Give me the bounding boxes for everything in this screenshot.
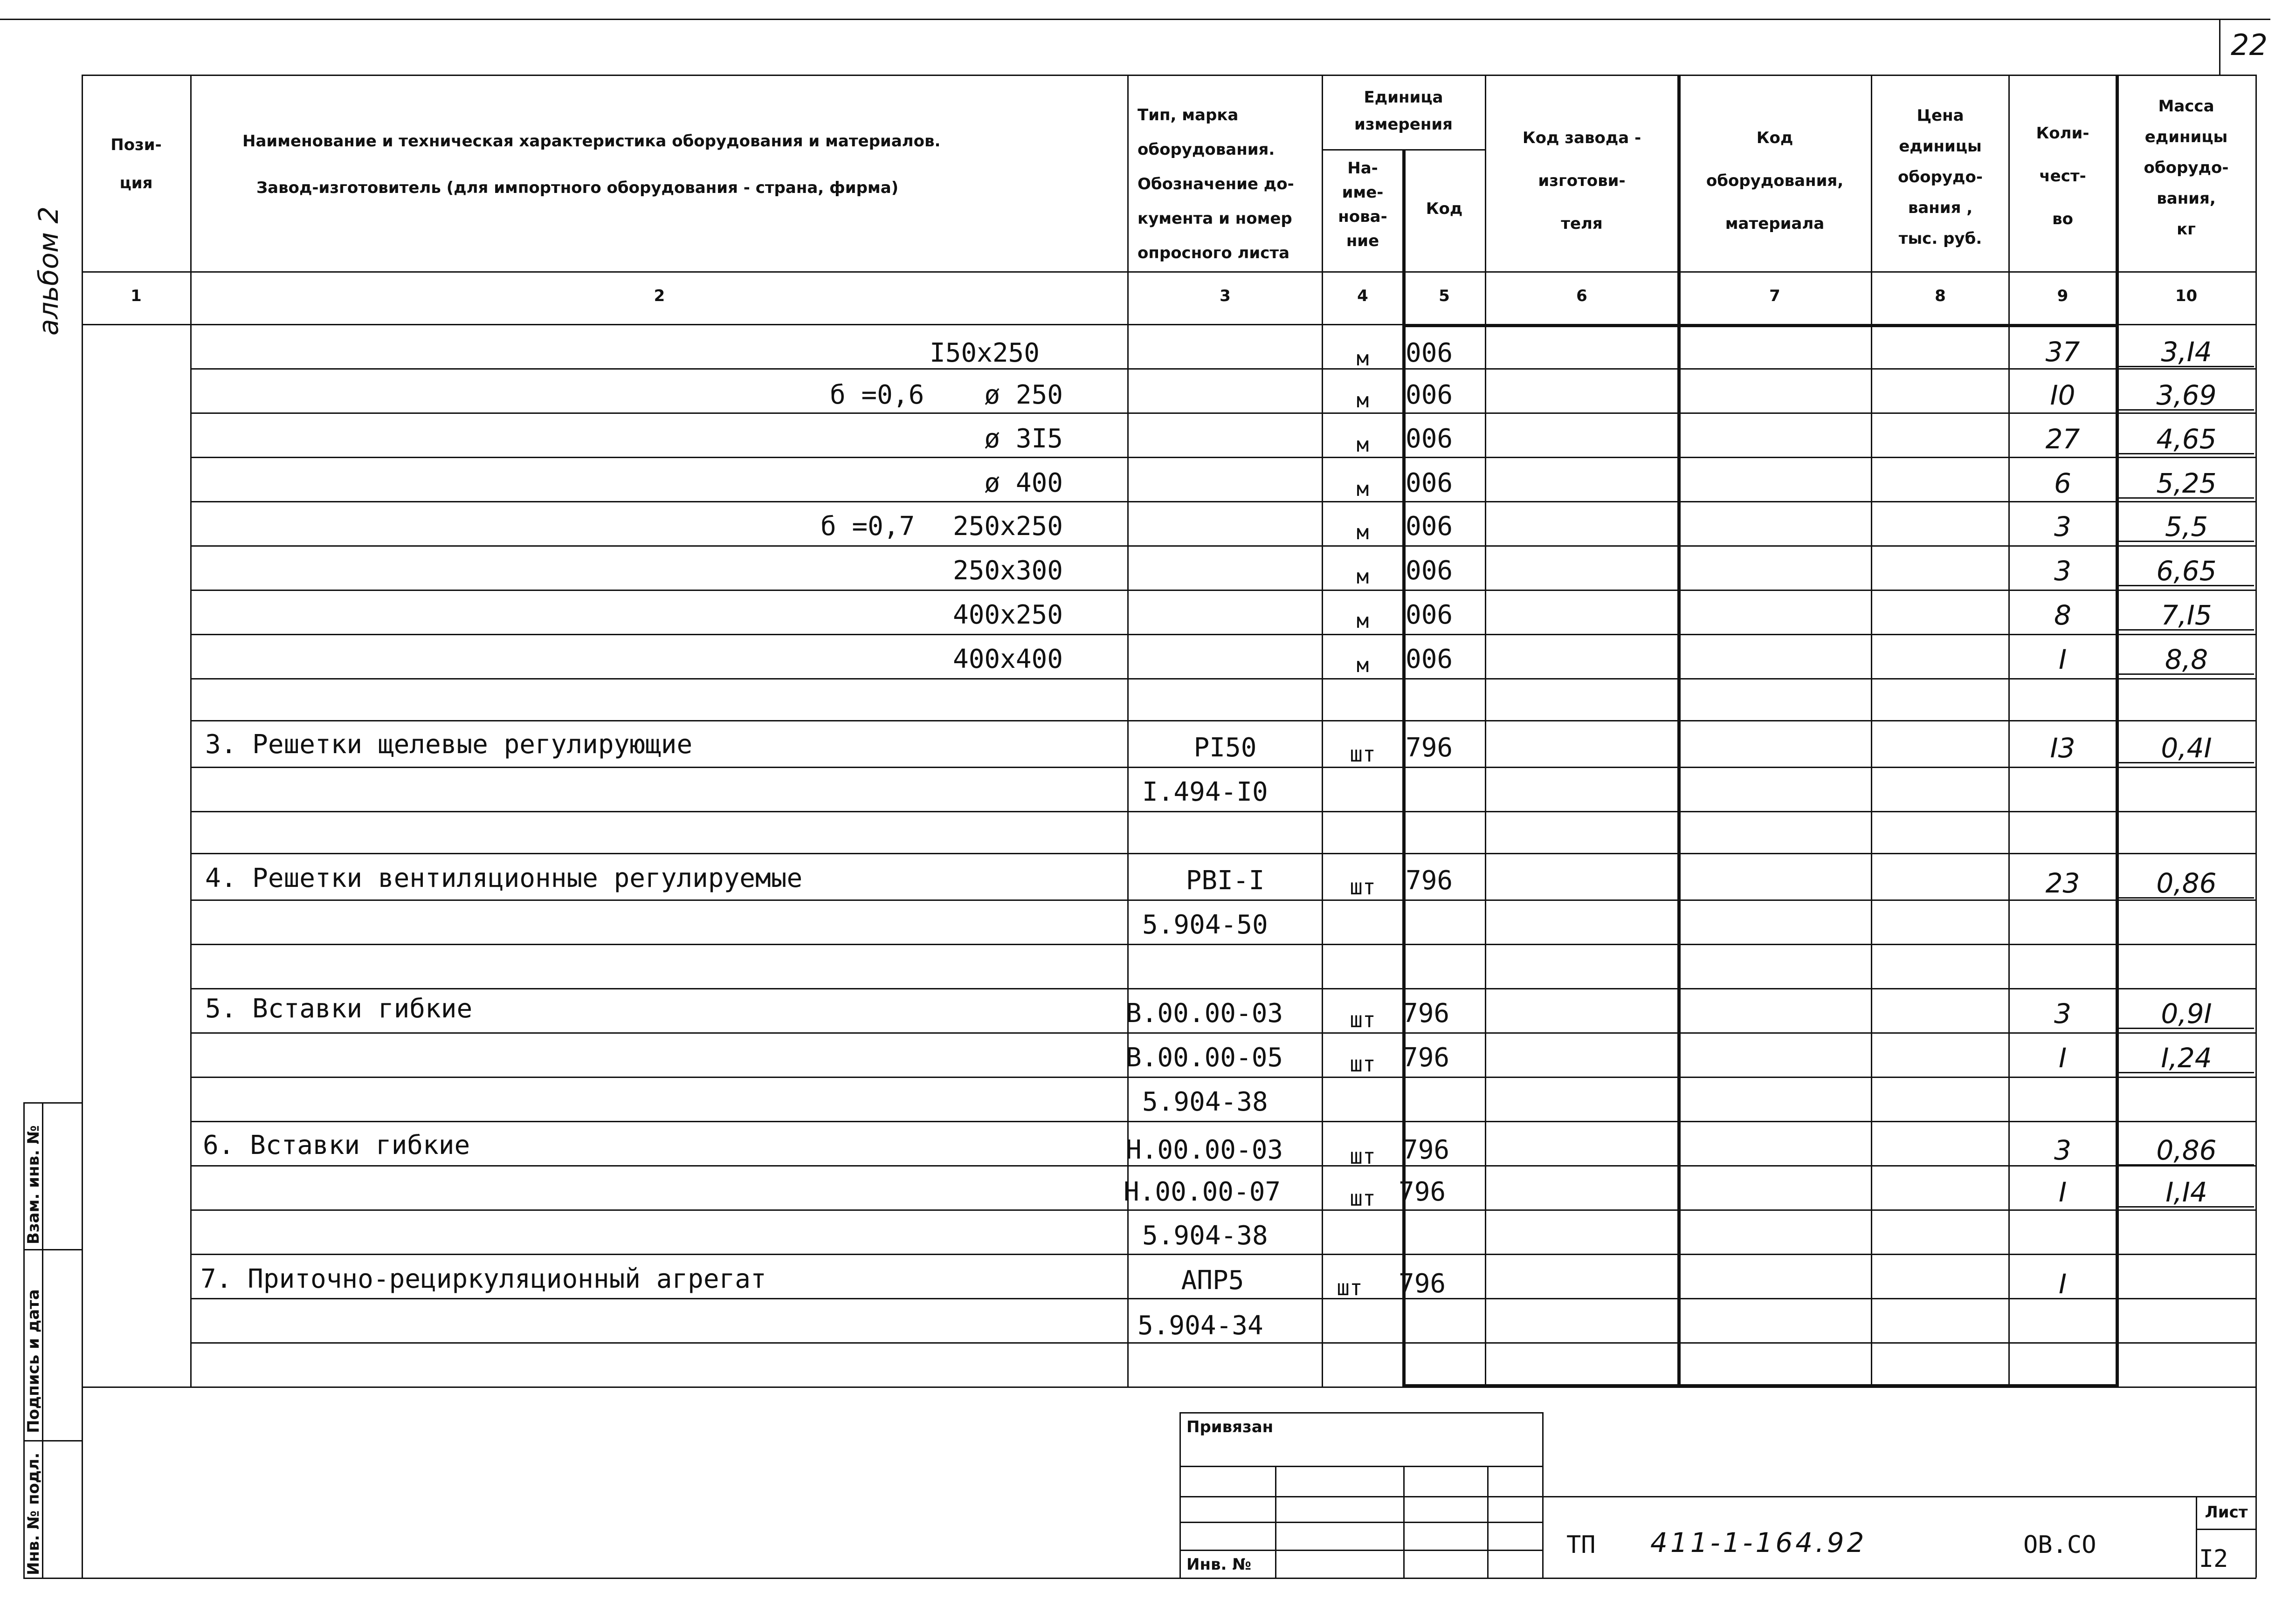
stamp-main-top (1542, 1496, 2255, 1497)
unit-group-line (1322, 149, 1485, 151)
row-6-code: 006 (1406, 600, 1453, 630)
row-1-unit: м (1356, 389, 1369, 412)
colnum-5: 5 (1439, 287, 1450, 305)
stamp-line (1179, 1522, 1543, 1523)
margin-line (23, 1249, 82, 1250)
row-3-unit: м (1356, 477, 1369, 501)
col-line-9 (2116, 75, 2119, 1386)
row-7-mass: 8,8 (2119, 645, 2254, 675)
row-16-code: 796 (1402, 1043, 1450, 1073)
row-6-name: 400x250 (952, 600, 1063, 630)
row-line (190, 590, 2255, 591)
row-line (190, 634, 2255, 635)
stamp-sheet-line (2196, 1529, 2255, 1530)
stamp-vline (1403, 1466, 1405, 1578)
row-21-qty: I (2058, 1268, 2067, 1300)
row-line (190, 457, 2255, 458)
row-19-code: 796 (1399, 1177, 1446, 1207)
row-line (190, 899, 2255, 901)
row-16-qty: I (2058, 1042, 2067, 1074)
bold-body-bottom (1402, 1384, 2116, 1387)
row-line (190, 1209, 2255, 1211)
col-line-6 (1677, 75, 1681, 1386)
row-15-qty: 3 (2054, 998, 2071, 1030)
row-5-unit: м (1356, 565, 1369, 589)
row-19-type: H.00.00-07 (1124, 1177, 1281, 1207)
side-note: альбом 2 (33, 206, 64, 336)
margin-line (23, 1440, 82, 1441)
header-quantity: Коли- чест- во (2036, 124, 2089, 228)
row-line (190, 678, 2255, 680)
row-2-mass: 4,65 (2119, 425, 2254, 454)
row-18-type: H.00.00-03 (1126, 1135, 1283, 1165)
row-12-code: 796 (1406, 865, 1453, 896)
row-0-qty: 37 (2045, 336, 2080, 368)
row-1-qty: I0 (2050, 379, 2075, 411)
row-line (190, 1121, 2255, 1122)
table-top (82, 75, 2256, 76)
stamp-project-number: 411-1-164.92 (1650, 1527, 1867, 1558)
row-18-code: 796 (1402, 1135, 1450, 1165)
row-9-code: 796 (1406, 733, 1453, 763)
stamp-project: ТП (1566, 1531, 1596, 1559)
row-18-name: 6. Вставки гибкие (203, 1130, 470, 1160)
row-line (190, 412, 2255, 414)
stamp-sheet-number: I2 (2199, 1545, 2228, 1573)
header-type: Тип, марка оборудования. Обозначение до- кумента и номер опросного листа (1138, 106, 1294, 262)
row-1-name-left: б =0,6 (830, 380, 924, 410)
header-unit-name: На- име- нова- ние (1338, 159, 1387, 250)
row-16-type: B.00.00-05 (1126, 1043, 1283, 1073)
colnum-1: 1 (131, 287, 142, 305)
row-15-code: 796 (1402, 998, 1450, 1029)
header-unit-group: Единица измерения (1354, 88, 1453, 134)
row-4-mass: 5,5 (2119, 513, 2254, 542)
margin-podpis: Подпись и дата (24, 1289, 43, 1433)
row-18-unit: шт (1350, 1144, 1376, 1169)
row-line (190, 720, 2255, 721)
stamp-vline (1275, 1466, 1276, 1578)
page-bottom (23, 1578, 2256, 1579)
row-2-unit: м (1356, 433, 1369, 457)
row-9-unit: шт (1350, 741, 1376, 767)
row-15-unit: шт (1350, 1007, 1376, 1032)
row-10-type: I.494-I0 (1142, 777, 1268, 807)
row-18-mass: 0,86 (2119, 1136, 2254, 1166)
row-12-mass: 0,86 (2119, 869, 2254, 899)
header-equipment-code: Код оборудования, материала (1706, 129, 1844, 233)
row-12-unit: шт (1350, 874, 1376, 899)
row-18-qty: 3 (2054, 1134, 2071, 1166)
row-9-type: PI50 (1193, 733, 1257, 763)
row-0-code: 006 (1406, 338, 1453, 368)
colnum-2: 2 (654, 287, 665, 305)
margin-line (23, 1102, 82, 1104)
header-price: Цена единицы оборудо- вания , тыс. руб. (1898, 106, 1983, 248)
row-line (190, 1342, 2255, 1344)
sheet-corner-number: 22 (2231, 28, 2268, 62)
row-20-type: 5.904-38 (1142, 1221, 1268, 1251)
row-12-qty: 23 (2045, 867, 2080, 899)
row-4-code: 006 (1406, 511, 1453, 542)
row-4-qty: 3 (2054, 511, 2071, 542)
row-3-name: ø 400 (984, 468, 1063, 498)
row-1-mass: 3,69 (2119, 381, 2254, 411)
colnum-3: 3 (1220, 287, 1231, 305)
row-19-unit: шт (1350, 1186, 1376, 1211)
row-22-type: 5.904-34 (1138, 1311, 1263, 1341)
margin-vzam: Взам. инв. № (24, 1125, 43, 1244)
header-mass: Масса единицы оборудо- вания, кг (2144, 97, 2229, 239)
row-9-qty: I3 (2050, 732, 2075, 764)
row-line (190, 1165, 2255, 1167)
colnum-8: 8 (1935, 287, 1946, 305)
row-1-name: ø 250 (984, 380, 1063, 410)
row-5-mass: 6,65 (2119, 557, 2254, 586)
colnum-4: 4 (1357, 287, 1368, 305)
stamp-vline (1487, 1466, 1489, 1578)
row-5-code: 006 (1406, 556, 1453, 586)
row-2-qty: 27 (2045, 423, 2080, 455)
stamp-line (1179, 1550, 1543, 1551)
row-17-type: 5.904-38 (1142, 1087, 1268, 1117)
col-line-10 (2255, 75, 2257, 1578)
row-line (190, 1077, 2255, 1078)
stamp-code: ОВ.СО (2023, 1531, 2096, 1559)
row-0-name: I50x250 (929, 338, 1040, 368)
stamp-right (1542, 1412, 1544, 1578)
margin-inv: Инв. № подл. (24, 1452, 43, 1575)
stamp-inv-no: Инв. № (1186, 1555, 1252, 1574)
header-bottom (82, 271, 2256, 273)
header-position: Пози- ция (110, 136, 162, 192)
row-line (190, 1032, 2255, 1034)
row-21-type: АПР5 (1181, 1265, 1244, 1296)
row-9-mass: 0,4I (2119, 734, 2254, 763)
col-line-5 (1485, 75, 1486, 1386)
row-2-code: 006 (1406, 424, 1453, 454)
row-15-name: 5. Вставки гибкие (205, 994, 473, 1024)
stamp-line (1179, 1496, 1543, 1497)
corner-box-line (2219, 19, 2220, 75)
row-0-mass: 3,I4 (2119, 338, 2254, 367)
stamp-top (1179, 1412, 1543, 1414)
row-21-name: 7. Приточно-рециркуляционный агрегат (200, 1264, 766, 1294)
row-15-mass: 0,9I (2119, 1000, 2254, 1029)
row-21-code: 796 (1399, 1269, 1446, 1299)
row-2-name: ø 3I5 (984, 424, 1063, 454)
row-4-name: 250x250 (952, 511, 1063, 542)
row-1-code: 006 (1406, 380, 1453, 410)
header-name-line1: Наименование и техническая характеристика оборудования и материалов. (242, 132, 941, 151)
row-19-qty: I (2058, 1176, 2067, 1208)
row-7-code: 006 (1406, 644, 1453, 674)
row-21-unit: шт (1337, 1275, 1363, 1300)
header-unit-code: Код (1426, 199, 1463, 218)
row-line (190, 767, 2255, 768)
stamp-sheet-label: Лист (2205, 1503, 2248, 1522)
row-7-qty: I (2058, 644, 2067, 675)
row-7-name: 400x400 (952, 644, 1063, 674)
row-line (190, 501, 2255, 502)
col-line-7 (1871, 75, 1872, 1386)
colnum-6: 6 (1576, 287, 1587, 305)
row-3-mass: 5,25 (2119, 469, 2254, 499)
col-line-1 (190, 75, 192, 1386)
row-5-qty: 3 (2054, 555, 2071, 587)
top-border (0, 19, 2270, 20)
row-6-mass: 7,I5 (2119, 601, 2254, 631)
row-7-unit: м (1356, 653, 1369, 677)
row-16-unit: шт (1350, 1051, 1376, 1077)
header-factory-code: Код завода - изготови- теля (1522, 129, 1641, 233)
row-9-name: 3. Решетки щелевые регулирующие (205, 729, 693, 760)
row-line (190, 368, 2255, 370)
row-line (190, 853, 2255, 854)
row-3-code: 006 (1406, 468, 1453, 498)
stamp-left (1179, 1412, 1181, 1578)
row-line (190, 811, 2255, 812)
stamp-line (1179, 1466, 1543, 1467)
row-line (190, 988, 2255, 989)
row-4-name-left: б =0,7 (820, 511, 915, 542)
row-line (190, 1254, 2255, 1255)
row-15-type: B.00.00-03 (1126, 998, 1283, 1029)
row-3-qty: 6 (2054, 467, 2071, 499)
row-12-type: PBI-I (1186, 865, 1265, 896)
row-16-mass: I,24 (2119, 1044, 2254, 1073)
stamp-privyazan: Привязан (1186, 1418, 1274, 1436)
row-5-name: 250x300 (952, 556, 1063, 586)
bold-body-top (1402, 324, 2116, 327)
row-4-unit: м (1356, 521, 1369, 544)
row-19-mass: I,I4 (2119, 1178, 2254, 1208)
colnum-7: 7 (1769, 287, 1780, 305)
colnum-9: 9 (2057, 287, 2068, 305)
row-12-name: 4. Решетки вентиляционные регулируемые (205, 863, 803, 893)
row-6-qty: 8 (2054, 599, 2071, 631)
row-0-unit: м (1356, 347, 1369, 371)
row-line (190, 545, 2255, 547)
header-name-line2: Завод-изготовитель (для импортного оборудования - страна, фирма) (256, 178, 899, 197)
row-6-unit: м (1356, 609, 1369, 633)
row-line (190, 1298, 2255, 1299)
colnum-10: 10 (2175, 287, 2198, 305)
row-13-type: 5.904-50 (1142, 910, 1268, 940)
row-line (190, 944, 2255, 945)
